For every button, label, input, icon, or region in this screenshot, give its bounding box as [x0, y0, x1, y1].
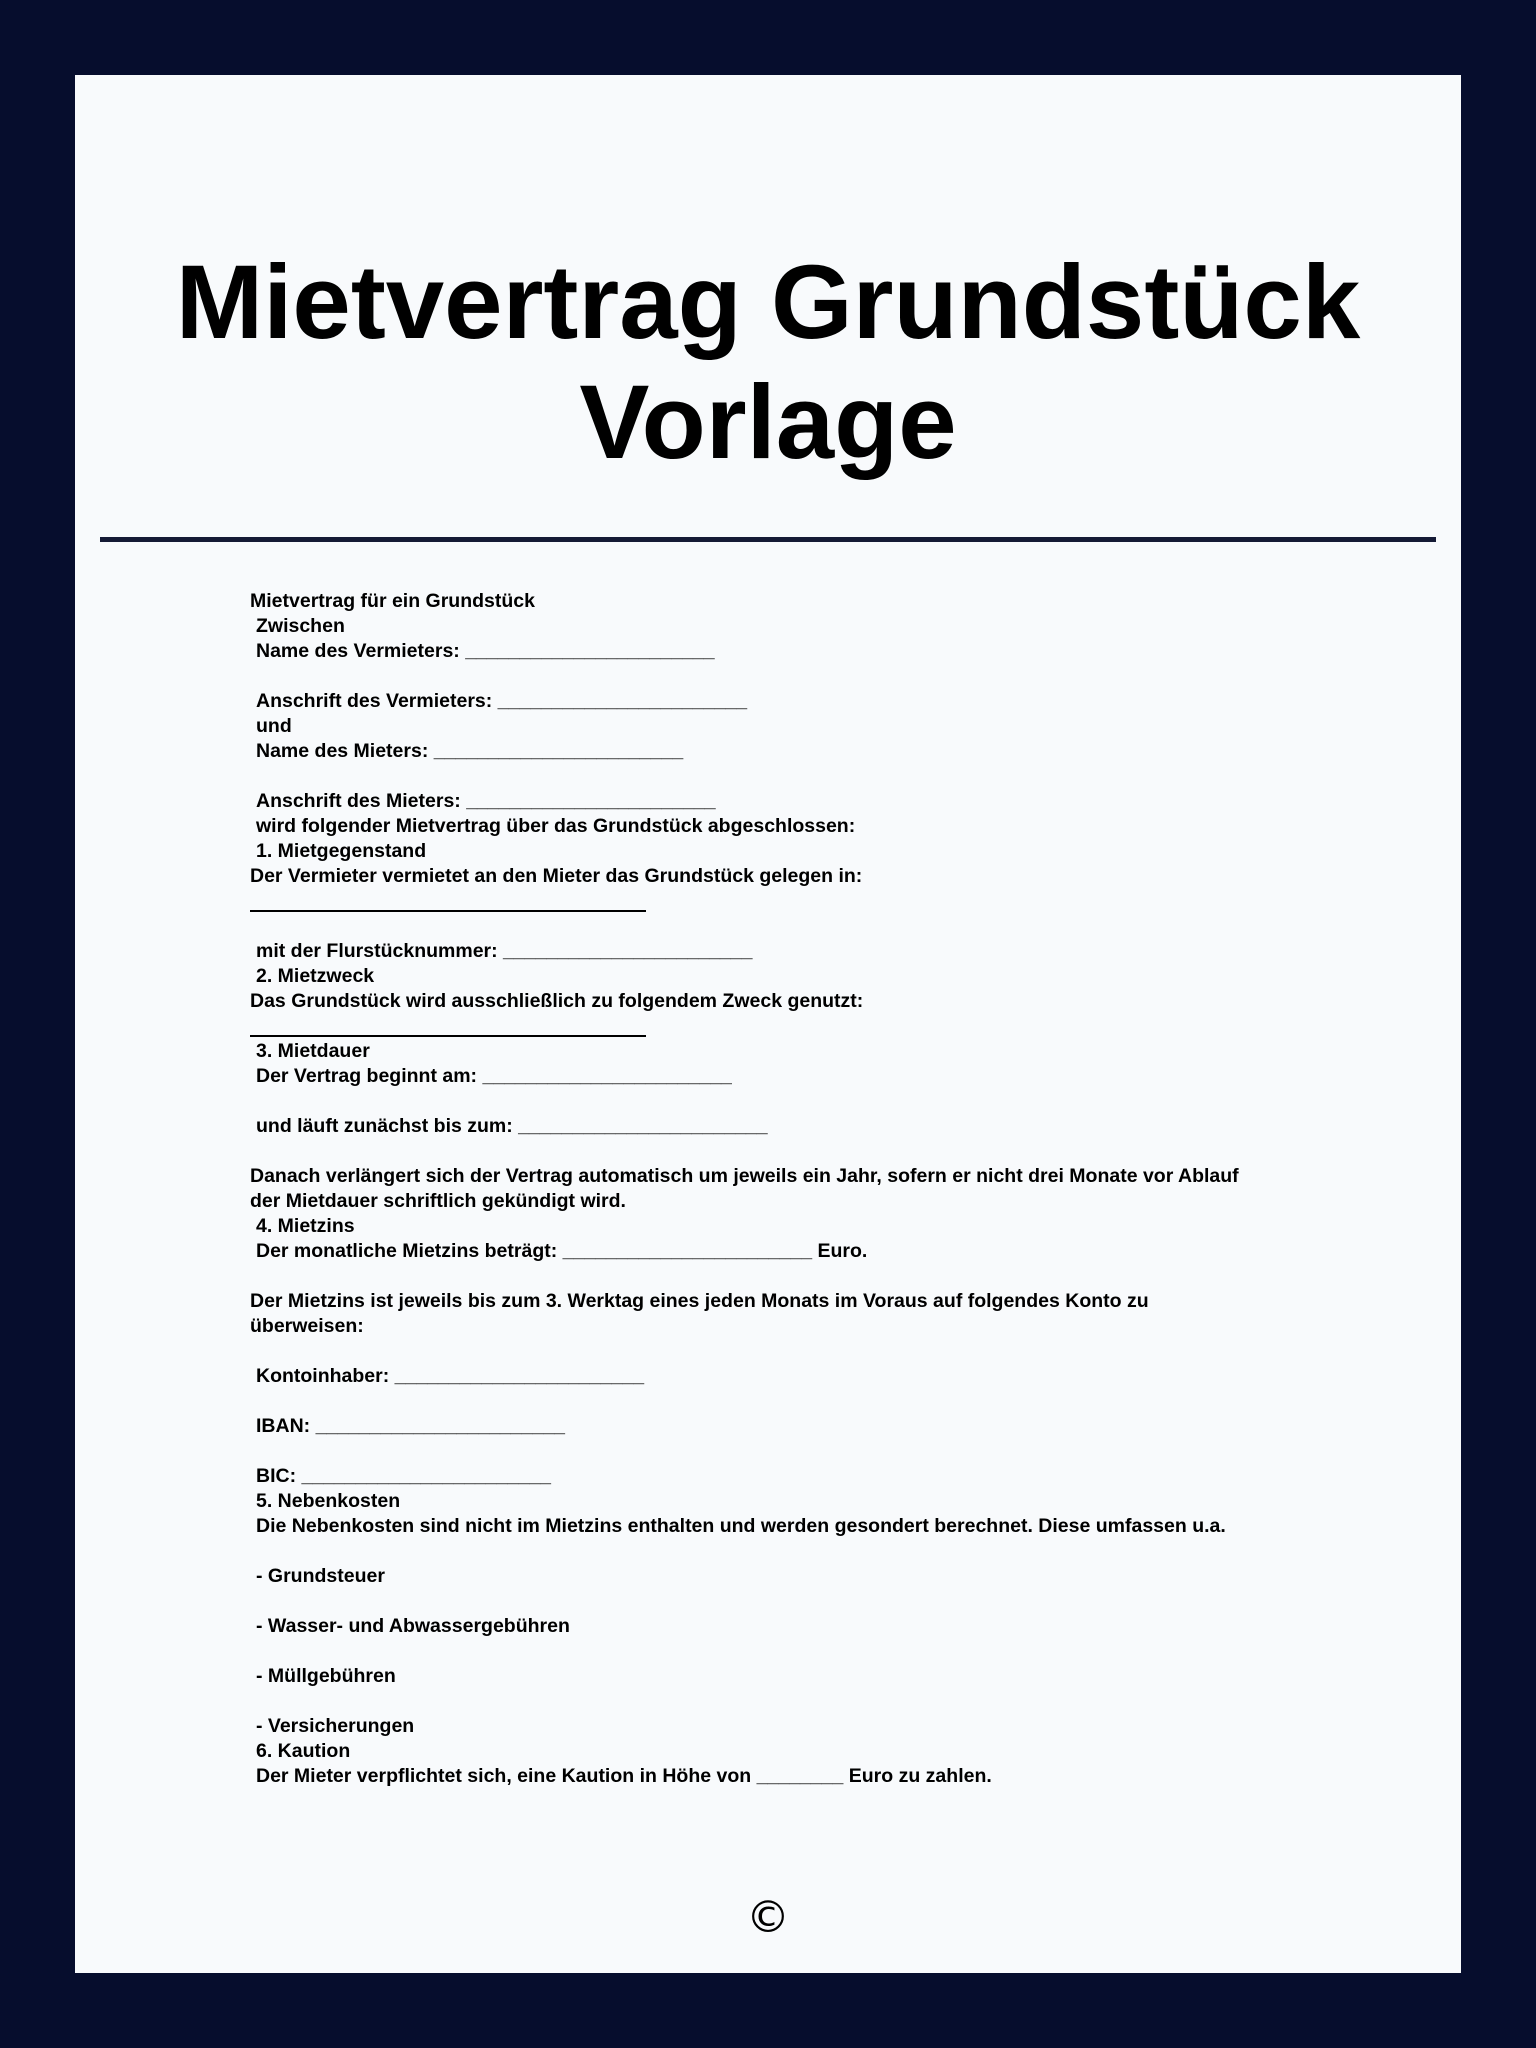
- account-holder-line: Kontoinhaber: _______________________: [256, 1365, 645, 1387]
- text-line: Das Grundstück wird ausschließlich zu folgendem Zweck genutzt:: [250, 990, 864, 1012]
- text-line: der Mietdauer schriftlich gekündigt wird.: [250, 1190, 626, 1212]
- blank-line: [250, 1539, 1370, 1564]
- list-item: - Grundsteuer: [256, 1565, 385, 1587]
- location-blank-line: [250, 889, 1370, 914]
- end-date-line: und läuft zunächst bis zum: _______________________: [256, 1115, 768, 1137]
- text-line: Danach verlängert sich der Vertrag automatisch um jeweils ein Jahr, sofern er nicht drei Monate vor Ablauf: [250, 1165, 1239, 1187]
- list-item: - Müllgebühren: [256, 1665, 396, 1687]
- blank-line: [250, 1639, 1370, 1664]
- blank-line: [250, 1439, 1370, 1464]
- tenant-name-line: Name des Mieters: _______________________: [256, 740, 684, 762]
- blank-line: [250, 1264, 1370, 1289]
- heading-line: Mietvertrag für ein Grundstück: [250, 590, 535, 612]
- iban-line: IBAN: _______________________: [256, 1415, 566, 1437]
- text-line: Die Nebenkosten sind nicht im Mietzins enthalten und werden gesondert berechnet. Diese umfassen u.a.: [256, 1515, 1226, 1537]
- bic-line: BIC: _______________________: [256, 1465, 551, 1487]
- document-title: [75, 243, 1461, 483]
- section-heading: 3. Mietdauer: [256, 1040, 370, 1062]
- blank-line: [250, 1689, 1370, 1714]
- title-divider: [100, 537, 1436, 542]
- blank-line: [250, 1089, 1370, 1114]
- title-line-1: Mietvertrag Grundstück: [175, 244, 1361, 361]
- section-heading: 1. Mietgegenstand: [256, 840, 427, 862]
- text-line: Zwischen: [256, 615, 345, 637]
- title-line-2: Vorlage: [579, 364, 957, 481]
- blank-line: [250, 664, 1370, 689]
- contract-body: [250, 589, 1370, 1789]
- blank-line: [250, 1339, 1370, 1364]
- landlord-name-line: Name des Vermieters: _______________________: [256, 640, 715, 662]
- blank-line: [250, 1389, 1370, 1414]
- text-line: wird folgender Mietvertrag über das Grundstück abgeschlossen:: [256, 815, 856, 837]
- text-line: und: [256, 715, 292, 737]
- document-page: [75, 75, 1461, 1973]
- blank-line: [250, 764, 1370, 789]
- section-heading: 5. Nebenkosten: [256, 1490, 401, 1512]
- rent-amount-line: Der monatliche Mietzins beträgt: _______________________ Euro.: [256, 1240, 868, 1262]
- list-item: - Wasser- und Abwassergebühren: [256, 1615, 570, 1637]
- parcel-number-line: mit der Flurstücknummer: _______________________: [256, 940, 753, 962]
- text-line: Der Vermieter vermietet an den Mieter das Grundstück gelegen in:: [250, 865, 863, 887]
- start-date-line: Der Vertrag beginnt am: _______________________: [256, 1065, 732, 1087]
- list-item: - Versicherungen: [256, 1715, 415, 1737]
- text-line: überweisen:: [250, 1315, 364, 1337]
- blank-line: [250, 1139, 1370, 1164]
- section-heading: 6. Kaution: [256, 1740, 351, 1762]
- landlord-address-line: Anschrift des Vermieters: _______________________: [256, 690, 748, 712]
- section-heading: 2. Mietzweck: [256, 965, 375, 987]
- blank-line: [250, 1589, 1370, 1614]
- deposit-line: Der Mieter verpflichtet sich, eine Kaution in Höhe von ________ Euro zu zahlen.: [256, 1765, 992, 1787]
- blank-line: [250, 914, 1370, 939]
- tenant-address-line: Anschrift des Mieters: _______________________: [256, 790, 716, 812]
- purpose-blank-line: [250, 1014, 1370, 1039]
- section-heading: 4. Mietzins: [256, 1215, 355, 1237]
- copyright-icon: ©: [746, 1892, 790, 1943]
- text-line: Der Mietzins ist jeweils bis zum 3. Werktag eines jeden Monats im Voraus auf folgendes Konto zu: [250, 1290, 1149, 1312]
